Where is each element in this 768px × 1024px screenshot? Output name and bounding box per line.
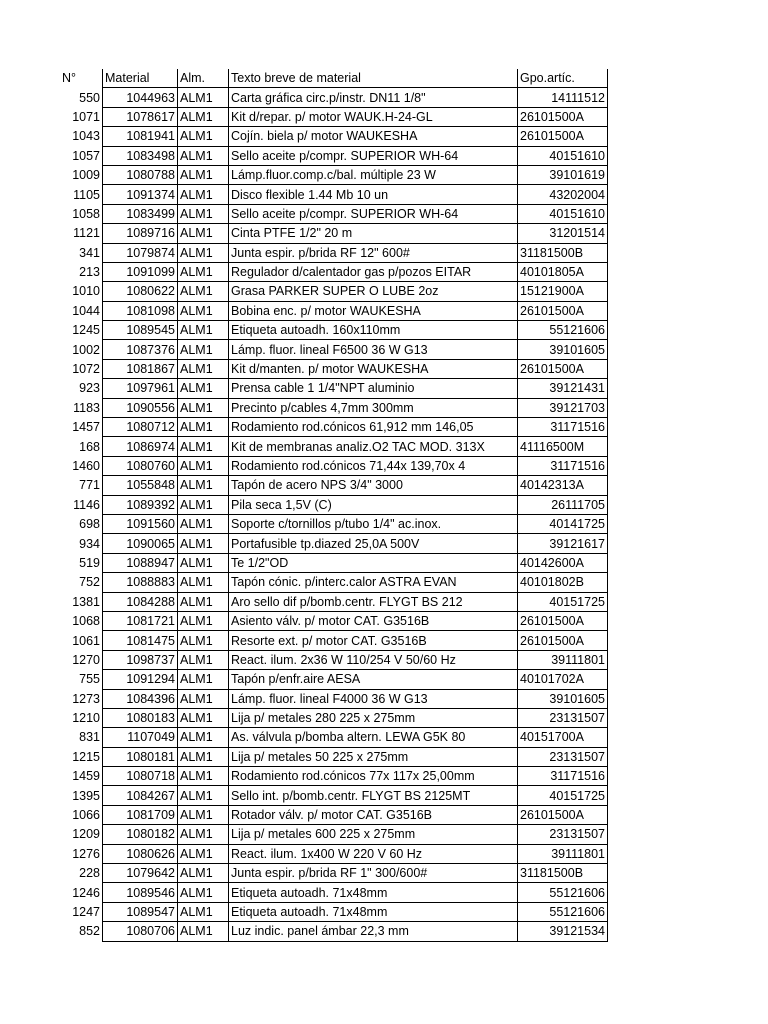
cell-material: 1081475 xyxy=(103,631,178,650)
table-row xyxy=(60,282,608,301)
cell-text: Kit de membranas analiz.O2 TAC MOD. 313X xyxy=(229,437,518,456)
cell-material: 1079642 xyxy=(103,864,178,883)
cell-text: Etiqueta autoadh. 71x48mm xyxy=(229,883,518,902)
table-row xyxy=(60,728,608,747)
cell-material: 1083499 xyxy=(103,204,178,223)
cell-alm: ALM1 xyxy=(178,340,229,359)
cell-alm: ALM1 xyxy=(178,398,229,417)
cell-text: Portafusible tp.diazed 25,0A 500V xyxy=(229,534,518,553)
cell-material: 1080718 xyxy=(103,767,178,786)
table-row xyxy=(60,398,608,417)
cell-alm: ALM1 xyxy=(178,185,229,204)
cell-text: React. ilum. 2x36 W 110/254 V 50/60 Hz xyxy=(229,650,518,669)
cell-material: 1080788 xyxy=(103,165,178,184)
cell-no: 228 xyxy=(79,866,100,881)
cell-text: Rotador válv. p/ motor CAT. G3516B xyxy=(229,805,518,824)
cell-material: 1091560 xyxy=(103,514,178,533)
cell-group: 31181500B xyxy=(518,243,608,262)
cell-group: 31171516 xyxy=(518,767,608,786)
cell-group: 40151700A xyxy=(518,728,608,747)
cell-material: 1083498 xyxy=(103,146,178,165)
cell-material: 1078617 xyxy=(103,107,178,126)
cell-group: 40151725 xyxy=(518,786,608,805)
cell-alm: ALM1 xyxy=(178,514,229,533)
cell-text: Aro sello dif p/bomb.centr. FLYGT BS 212 xyxy=(229,592,518,611)
cell-no: 1066 xyxy=(72,808,100,823)
cell-alm: ALM1 xyxy=(178,534,229,553)
cell-alm: ALM1 xyxy=(178,165,229,184)
cell-no: 1068 xyxy=(72,614,100,629)
cell-text: Kit d/repar. p/ motor WAUK.H-24-GL xyxy=(229,107,518,126)
cell-text: Sello aceite p/compr. SUPERIOR WH-64 xyxy=(229,204,518,223)
table-row xyxy=(60,127,608,146)
cell-alm: ALM1 xyxy=(178,922,229,941)
cell-group: 40101802B xyxy=(518,573,608,592)
cell-alm: ALM1 xyxy=(178,864,229,883)
cell-no: 1121 xyxy=(73,226,100,241)
cell-group: 23131507 xyxy=(518,747,608,766)
header-no: N° xyxy=(62,71,77,86)
cell-alm: ALM1 xyxy=(178,224,229,243)
cell-group: 31171516 xyxy=(518,418,608,437)
cell-material: 1088947 xyxy=(103,553,178,572)
cell-text: Prensa cable 1 1/4"NPT aluminio xyxy=(229,379,518,398)
cell-group: 26101500A xyxy=(518,611,608,630)
cell-no: 1057 xyxy=(72,148,100,163)
header-text: Texto breve de material xyxy=(229,69,518,88)
cell-material: 1080760 xyxy=(103,456,178,475)
cell-alm: ALM1 xyxy=(178,262,229,281)
cell-material: 1090556 xyxy=(103,398,178,417)
cell-group: 43202004 xyxy=(518,185,608,204)
cell-material: 1084288 xyxy=(103,592,178,611)
cell-text: Luz indic. panel ámbar 22,3 mm xyxy=(229,922,518,941)
cell-material: 1055848 xyxy=(103,476,178,495)
cell-alm: ALM1 xyxy=(178,592,229,611)
cell-material: 1080712 xyxy=(103,418,178,437)
cell-text: Asiento válv. p/ motor CAT. G3516B xyxy=(229,611,518,630)
table-row xyxy=(60,262,608,281)
cell-material: 1091099 xyxy=(103,262,178,281)
cell-no: 1270 xyxy=(72,652,100,667)
cell-material: 1089392 xyxy=(103,495,178,514)
cell-no: 341 xyxy=(79,245,100,260)
cell-no: 519 xyxy=(79,555,100,570)
cell-alm: ALM1 xyxy=(178,747,229,766)
cell-group: 26101500A xyxy=(518,301,608,320)
cell-group: 40151610 xyxy=(518,146,608,165)
cell-text: Kit d/manten. p/ motor WAUKESHA xyxy=(229,359,518,378)
cell-text: React. ilum. 1x400 W 220 V 60 Hz xyxy=(229,844,518,863)
cell-group: 31181500B xyxy=(518,864,608,883)
table-row xyxy=(60,631,608,650)
cell-material: 1081098 xyxy=(103,301,178,320)
cell-material: 1081721 xyxy=(103,611,178,630)
cell-no: 1072 xyxy=(72,362,100,377)
cell-group: 40142313A xyxy=(518,476,608,495)
cell-group: 55121606 xyxy=(518,321,608,340)
cell-no: 1276 xyxy=(72,846,100,861)
cell-no: 698 xyxy=(79,517,100,532)
cell-text: Soporte c/tornillos p/tubo 1/4" ac.inox. xyxy=(229,514,518,533)
cell-alm: ALM1 xyxy=(178,825,229,844)
cell-material: 1084396 xyxy=(103,689,178,708)
cell-material: 1107049 xyxy=(103,728,178,747)
cell-group: 55121606 xyxy=(518,883,608,902)
table-row xyxy=(60,476,608,495)
cell-no: 771 xyxy=(79,478,100,493)
cell-no: 1043 xyxy=(72,129,100,144)
cell-text: Cinta PTFE 1/2" 20 m xyxy=(229,224,518,243)
cell-group: 40101702A xyxy=(518,670,608,689)
cell-material: 1044963 xyxy=(103,88,178,107)
cell-material: 1090065 xyxy=(103,534,178,553)
cell-text: Precinto p/cables 4,7mm 300mm xyxy=(229,398,518,417)
cell-group: 39121534 xyxy=(518,922,608,941)
cell-alm: ALM1 xyxy=(178,670,229,689)
cell-group: 40151610 xyxy=(518,204,608,223)
cell-alm: ALM1 xyxy=(178,379,229,398)
cell-material: 1081941 xyxy=(103,127,178,146)
cell-text: Grasa PARKER SUPER O LUBE 2oz xyxy=(229,282,518,301)
cell-alm: ALM1 xyxy=(178,689,229,708)
cell-material: 1086974 xyxy=(103,437,178,456)
cell-material: 1097961 xyxy=(103,379,178,398)
cell-group: 40151725 xyxy=(518,592,608,611)
cell-text: Tapón de acero NPS 3/4" 3000 xyxy=(229,476,518,495)
cell-alm: ALM1 xyxy=(178,553,229,572)
table-row xyxy=(60,301,608,320)
cell-no: 1246 xyxy=(72,885,100,900)
cell-text: Te 1/2"OD xyxy=(229,553,518,572)
cell-group: 26101500A xyxy=(518,107,608,126)
table-row xyxy=(60,340,608,359)
cell-text: Junta espir. p/brida RF 12" 600# xyxy=(229,243,518,262)
cell-no: 1183 xyxy=(73,400,100,415)
table-body xyxy=(60,88,608,941)
cell-group: 41116500M xyxy=(518,437,608,456)
table-row xyxy=(60,514,608,533)
cell-group: 23131507 xyxy=(518,825,608,844)
table-row xyxy=(60,805,608,824)
cell-no: 1071 xyxy=(72,109,100,124)
cell-no: 1460 xyxy=(72,459,100,473)
cell-text: Lija p/ metales 600 225 x 275mm xyxy=(229,825,518,844)
table-row xyxy=(60,573,608,592)
cell-material: 1089546 xyxy=(103,883,178,902)
cell-group: 26101500A xyxy=(518,631,608,650)
table-row xyxy=(60,553,608,572)
table-row xyxy=(60,611,608,630)
cell-alm: ALM1 xyxy=(178,88,229,107)
cell-material: 1080183 xyxy=(103,708,178,727)
cell-no: 752 xyxy=(79,575,100,590)
cell-material: 1081709 xyxy=(103,805,178,824)
cell-group: 39121703 xyxy=(518,398,608,417)
cell-no: 1146 xyxy=(73,497,100,512)
header-group: Gpo.artíc. xyxy=(518,69,608,88)
cell-group: 40142600A xyxy=(518,553,608,572)
table-row xyxy=(60,146,608,165)
cell-alm: ALM1 xyxy=(178,204,229,223)
table-row xyxy=(60,650,608,669)
table-row xyxy=(60,359,608,378)
cell-alm: ALM1 xyxy=(178,650,229,669)
cell-group: 26111705 xyxy=(518,495,608,514)
cell-no: 213 xyxy=(79,265,100,280)
cell-group: 14111512 xyxy=(518,88,608,107)
cell-alm: ALM1 xyxy=(178,476,229,495)
cell-material: 1087376 xyxy=(103,340,178,359)
cell-group: 26101500A xyxy=(518,127,608,146)
table-row xyxy=(60,922,608,941)
header-material: Material xyxy=(103,69,178,88)
cell-alm: ALM1 xyxy=(178,786,229,805)
cell-alm: ALM1 xyxy=(178,728,229,747)
cell-alm: ALM1 xyxy=(178,611,229,630)
cell-alm: ALM1 xyxy=(178,456,229,475)
cell-group: 40101805A xyxy=(518,262,608,281)
cell-alm: ALM1 xyxy=(178,418,229,437)
cell-text: Bobina enc. p/ motor WAUKESHA xyxy=(229,301,518,320)
cell-group: 23131507 xyxy=(518,708,608,727)
table-row xyxy=(60,825,608,844)
cell-alm: ALM1 xyxy=(178,127,229,146)
table-row xyxy=(60,243,608,262)
cell-no: 1245 xyxy=(72,323,100,338)
cell-text: Lámp. fluor. lineal F6500 36 W G13 xyxy=(229,340,518,359)
cell-no: 1009 xyxy=(72,168,100,183)
cell-material: 1091294 xyxy=(103,670,178,689)
cell-no: 755 xyxy=(79,672,100,687)
cell-text: Carta gráfica circ.p/instr. DN11 1/8" xyxy=(229,88,518,107)
cell-material: 1080182 xyxy=(103,825,178,844)
cell-alm: ALM1 xyxy=(178,359,229,378)
table-row xyxy=(60,902,608,921)
cell-alm: ALM1 xyxy=(178,243,229,262)
cell-alm: ALM1 xyxy=(178,282,229,301)
cell-material: 1089547 xyxy=(103,902,178,921)
cell-no: 923 xyxy=(79,381,100,396)
cell-group: 39101619 xyxy=(518,165,608,184)
cell-group: 39111801 xyxy=(518,650,608,669)
cell-material: 1080622 xyxy=(103,282,178,301)
cell-no: 1459 xyxy=(72,769,100,784)
table-row xyxy=(60,534,608,553)
table-row xyxy=(60,786,608,805)
cell-no: 168 xyxy=(79,439,100,454)
cell-material: 1091374 xyxy=(103,185,178,204)
cell-no: 550 xyxy=(79,90,100,105)
cell-text: Rodamiento rod.cónicos 61,912 mm 146,05 xyxy=(229,418,518,437)
header-alm: Alm. xyxy=(178,69,229,88)
cell-alm: ALM1 xyxy=(178,708,229,727)
cell-text: Etiqueta autoadh. 160x110mm xyxy=(229,321,518,340)
table-row xyxy=(60,165,608,184)
cell-alm: ALM1 xyxy=(178,844,229,863)
cell-text: Etiqueta autoadh. 71x48mm xyxy=(229,902,518,921)
cell-material: 1080626 xyxy=(103,844,178,863)
cell-group: 15121900A xyxy=(518,282,608,301)
cell-material: 1089716 xyxy=(103,224,178,243)
table-row xyxy=(60,107,608,126)
table-row xyxy=(60,456,608,475)
cell-text: Tapón p/enfr.aire AESA xyxy=(229,670,518,689)
table-row xyxy=(60,747,608,766)
cell-no: 1044 xyxy=(72,303,100,318)
table-row xyxy=(60,767,608,786)
cell-alm: ALM1 xyxy=(178,805,229,824)
material-table xyxy=(60,69,608,942)
cell-material: 1079874 xyxy=(103,243,178,262)
cell-text: Tapón cónic. p/interc.calor ASTRA EVAN xyxy=(229,573,518,592)
table-row xyxy=(60,418,608,437)
cell-no: 1395 xyxy=(72,788,100,803)
cell-text: Cojín. biela p/ motor WAUKESHA xyxy=(229,127,518,146)
table-row xyxy=(60,437,608,456)
cell-group: 40141725 xyxy=(518,514,608,533)
cell-group: 31201514 xyxy=(518,224,608,243)
cell-group: 39101605 xyxy=(518,340,608,359)
table-row xyxy=(60,495,608,514)
cell-no: 852 xyxy=(79,924,100,939)
cell-alm: ALM1 xyxy=(178,146,229,165)
cell-material: 1080706 xyxy=(103,922,178,941)
cell-alm: ALM1 xyxy=(178,107,229,126)
cell-material: 1084267 xyxy=(103,786,178,805)
cell-no: 1105 xyxy=(73,187,100,202)
cell-text: Lija p/ metales 280 225 x 275mm xyxy=(229,708,518,727)
cell-text: Regulador d/calentador gas p/pozos EITAR xyxy=(229,262,518,281)
cell-no: 1002 xyxy=(72,342,100,357)
cell-alm: ALM1 xyxy=(178,301,229,320)
table-row xyxy=(60,670,608,689)
table-row xyxy=(60,224,608,243)
cell-no: 1010 xyxy=(72,284,100,299)
cell-group: 31171516 xyxy=(518,456,608,475)
table-row xyxy=(60,844,608,863)
cell-no: 1457 xyxy=(72,420,100,435)
cell-no: 831 xyxy=(79,730,100,745)
cell-text: Lámp.fluor.comp.c/bal. múltiple 23 W xyxy=(229,165,518,184)
cell-group: 39121431 xyxy=(518,379,608,398)
cell-no: 1273 xyxy=(72,691,100,706)
table-row xyxy=(60,864,608,883)
cell-material: 1098737 xyxy=(103,650,178,669)
cell-group: 26101500A xyxy=(518,359,608,378)
cell-alm: ALM1 xyxy=(178,883,229,902)
table-row xyxy=(60,883,608,902)
cell-no: 1209 xyxy=(72,827,100,842)
cell-group: 39121617 xyxy=(518,534,608,553)
cell-alm: ALM1 xyxy=(178,902,229,921)
table-row xyxy=(60,708,608,727)
table-row xyxy=(60,88,608,107)
cell-alm: ALM1 xyxy=(178,437,229,456)
cell-no: 1215 xyxy=(72,749,100,764)
cell-text: Rodamiento rod.cónicos 71,44x 139,70x 4 xyxy=(229,456,518,475)
table-row xyxy=(60,592,608,611)
cell-alm: ALM1 xyxy=(178,631,229,650)
cell-no: 1381 xyxy=(72,594,100,609)
cell-no: 1210 xyxy=(72,711,100,726)
cell-group: 39101605 xyxy=(518,689,608,708)
table-row xyxy=(60,689,608,708)
cell-text: Sello int. p/bomb.centr. FLYGT BS 2125MT xyxy=(229,786,518,805)
header-row xyxy=(60,69,608,88)
cell-text: As. válvula p/bomba altern. LEWA G5K 80 xyxy=(229,728,518,747)
cell-text: Rodamiento rod.cónicos 77x 117x 25,00mm xyxy=(229,767,518,786)
cell-material: 1081867 xyxy=(103,359,178,378)
cell-group: 55121606 xyxy=(518,902,608,921)
cell-alm: ALM1 xyxy=(178,573,229,592)
cell-text: Disco flexible 1.44 Mb 10 un xyxy=(229,185,518,204)
cell-no: 1247 xyxy=(72,904,100,919)
cell-material: 1089545 xyxy=(103,321,178,340)
cell-alm: ALM1 xyxy=(178,321,229,340)
cell-text: Lámp. fluor. lineal F4000 36 W G13 xyxy=(229,689,518,708)
cell-text: Pila seca 1,5V (C) xyxy=(229,495,518,514)
cell-material: 1088883 xyxy=(103,573,178,592)
table-row xyxy=(60,379,608,398)
table-row xyxy=(60,204,608,223)
cell-text: Resorte ext. p/ motor CAT. G3516B xyxy=(229,631,518,650)
table-row xyxy=(60,321,608,340)
cell-no: 934 xyxy=(79,536,100,551)
cell-alm: ALM1 xyxy=(178,495,229,514)
cell-text: Sello aceite p/compr. SUPERIOR WH-64 xyxy=(229,146,518,165)
cell-alm: ALM1 xyxy=(178,767,229,786)
cell-group: 26101500A xyxy=(518,805,608,824)
cell-group: 39111801 xyxy=(518,844,608,863)
cell-no: 1061 xyxy=(72,633,100,648)
cell-text: Lija p/ metales 50 225 x 275mm xyxy=(229,747,518,766)
cell-material: 1080181 xyxy=(103,747,178,766)
table-row xyxy=(60,185,608,204)
cell-text: Junta espir. p/brida RF 1" 300/600# xyxy=(229,864,518,883)
cell-no: 1058 xyxy=(72,206,100,221)
